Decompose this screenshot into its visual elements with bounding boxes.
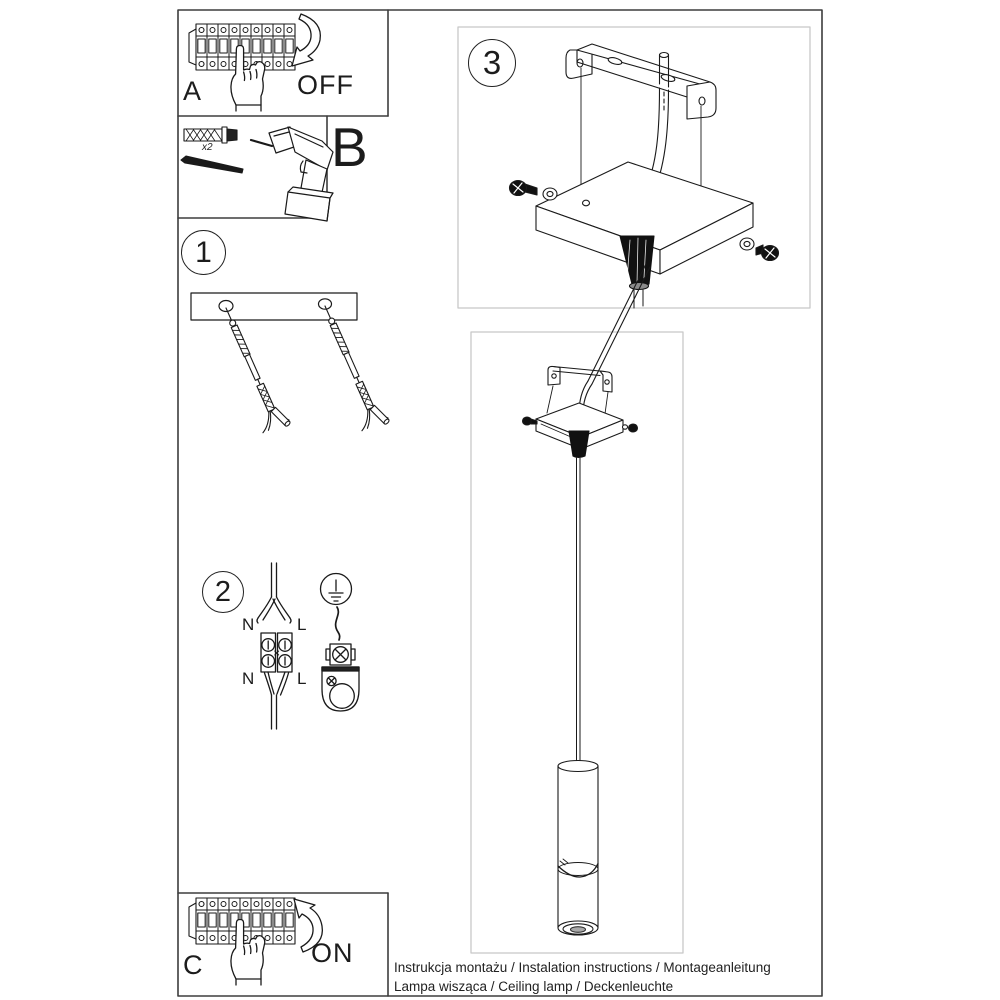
- off-label: OFF: [297, 70, 354, 100]
- screw-washer-left: [510, 181, 558, 201]
- drill-icon: [251, 127, 333, 221]
- arrow-down-icon: [292, 14, 320, 66]
- step-3-number: 3: [482, 44, 502, 81]
- box-c-label: C: [183, 950, 203, 980]
- pendant-lamp-icon: [558, 761, 598, 936]
- box-b-label: B: [331, 116, 368, 178]
- step-1-badge: [181, 230, 226, 275]
- live-label-bottom: L: [297, 669, 307, 688]
- step1-mounting-art: [191, 293, 391, 437]
- dowel-quantity-label: x2: [202, 142, 213, 153]
- step2-wiring-art: [257, 563, 359, 729]
- footer-line-1: Instrukcja montażu / Instalation instructions / Montageanleitung: [394, 960, 771, 975]
- step-2-number: 2: [214, 575, 232, 608]
- neutral-label-bottom: N: [242, 669, 255, 688]
- step-1-number: 1: [195, 235, 212, 269]
- step-2-badge: [202, 571, 244, 613]
- box-a-label: A: [183, 76, 202, 106]
- screw-washer-right: [740, 238, 779, 261]
- live-label-top: L: [297, 615, 307, 634]
- wall-plug-icon: [184, 127, 237, 143]
- breaker-panel-on-art: [189, 898, 322, 985]
- step-3-badge: [468, 39, 516, 87]
- earth-symbol-icon: [321, 574, 352, 605]
- small-bracket-icon: [548, 366, 612, 392]
- footer-line-2: Lampa wisząca / Ceiling lamp / Deckenleuchte: [394, 978, 674, 994]
- assembled-pendant-art: [523, 264, 651, 935]
- ground-clamp-icon: [322, 644, 359, 711]
- small-canopy-icon: [523, 403, 638, 458]
- footer-caption: [394, 959, 771, 996]
- drill-bit-icon: [181, 156, 243, 173]
- neutral-label-top: N: [242, 615, 255, 634]
- on-label: ON: [311, 938, 354, 968]
- ceiling-bracket-icon: [566, 44, 716, 119]
- page-frame: [178, 10, 822, 996]
- terminal-block-icon: [261, 633, 292, 672]
